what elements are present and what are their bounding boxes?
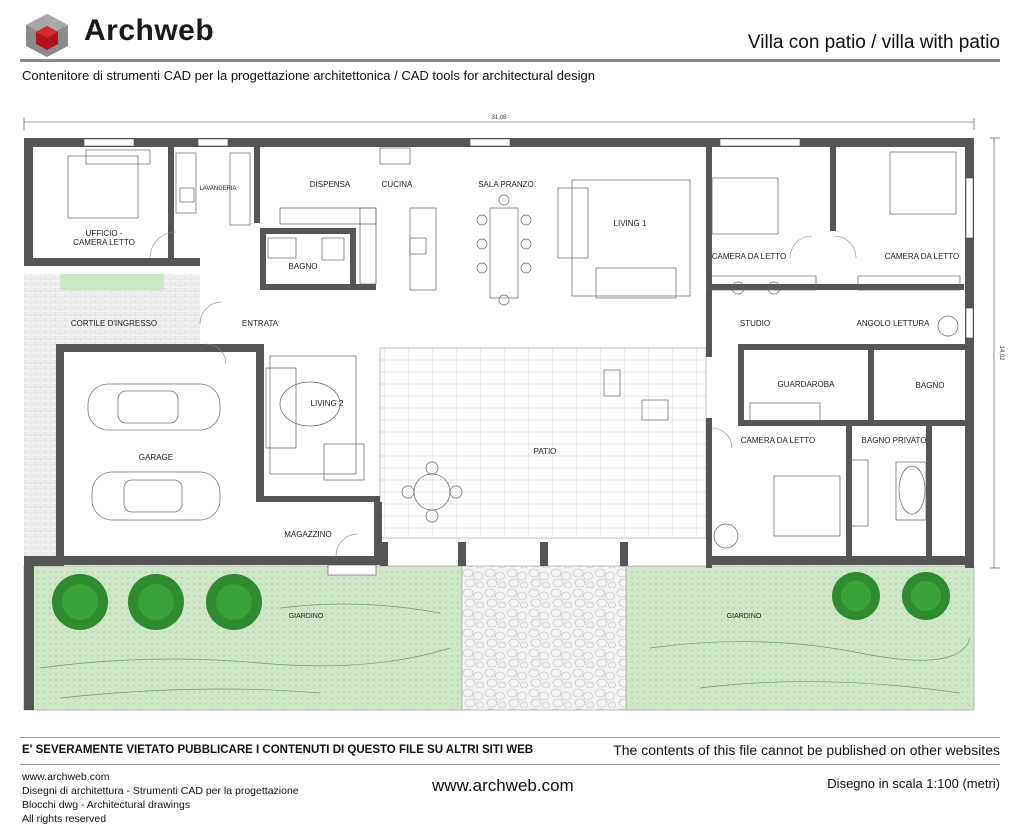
room-entrata: ENTRATA <box>241 319 279 328</box>
footer-divider-bottom <box>20 764 1000 765</box>
room-lavanderia: LAVANDERIA <box>199 186 237 192</box>
room-angolo-lettura: ANGOLO LETTURA <box>856 319 930 328</box>
room-ufficio-2: CAMERA LETTO <box>73 238 135 247</box>
room-bagno-privato: BAGNO PRIVATO <box>861 436 927 445</box>
car-icons <box>88 384 220 520</box>
archweb-logo <box>24 12 70 58</box>
header-divider <box>20 59 1000 62</box>
room-magazzino: MAGAZZINO <box>284 530 332 539</box>
room-bagno-1: BAGNO <box>288 262 318 271</box>
dimension-top <box>24 115 974 130</box>
room-dispensa: DISPENSA <box>309 180 351 189</box>
footer-credit-line[interactable]: www.archweb.com <box>22 771 110 783</box>
room-cucina: CUCINA <box>381 180 413 189</box>
footer-credits <box>22 770 299 826</box>
dimension-width-label: 31,08 <box>491 115 507 121</box>
drawing-title: Villa con patio / villa with patio <box>747 32 1000 53</box>
room-living-1: LIVING 1 <box>613 219 647 228</box>
header-subtitle: Contenitore di strumenti CAD per la progettazione architettonica / CAD tools for architectural design <box>22 68 596 83</box>
dimension-depth-label: 14,02 <box>998 345 1004 361</box>
footer-website-link[interactable]: www.archweb.com <box>432 776 574 795</box>
footer-divider-top <box>20 737 1000 738</box>
brand-name: Archweb <box>84 14 215 47</box>
footer-credit-line: Blocchi dwg - Architectural drawings <box>22 799 191 811</box>
copyright-warning-en: The contents of this file cannot be published on other websites <box>613 742 1000 758</box>
copyright-warning-it: E' SEVERAMENTE VIETATO PUBBLICARE I CONTENUTI DI QUESTO FILE SU ALTRI SITI WEB <box>22 744 534 756</box>
room-sala-pranzo: SALA PRANZO <box>478 180 534 189</box>
room-bagno-2: BAGNO <box>915 381 945 390</box>
room-studio: STUDIO <box>739 319 771 328</box>
room-cortile: CORTILE D'INGRESSO <box>70 319 158 328</box>
room-giardino-1: GIARDINO <box>288 613 324 620</box>
room-patio: PATIO <box>533 447 557 456</box>
room-garage: GARAGE <box>138 453 174 462</box>
footer-credit-line: All rights reserved <box>22 813 107 825</box>
room-guardaroba: GUARDAROBA <box>777 380 835 389</box>
footer-credit-line: Disegni di architettura - Strumenti CAD per la progettazione <box>22 785 299 797</box>
dimension-right <box>990 138 1004 568</box>
room-camera-3: CAMERA DA LETTO <box>740 436 816 445</box>
room-ufficio: UFFICIO - <box>85 229 123 238</box>
floor-plan <box>0 108 1024 718</box>
room-living-2: LIVING 2 <box>310 399 344 408</box>
room-giardino-2: GIARDINO <box>726 613 762 620</box>
room-camera-1: CAMERA DA LETTO <box>711 252 787 261</box>
courtyard-side <box>24 344 60 566</box>
stone-path <box>462 566 626 710</box>
courtyard-planter <box>60 274 164 290</box>
room-camera-2: CAMERA DA LETTO <box>884 252 960 261</box>
drawing-scale: Disegno in scala 1:100 (metri) <box>827 776 1000 791</box>
